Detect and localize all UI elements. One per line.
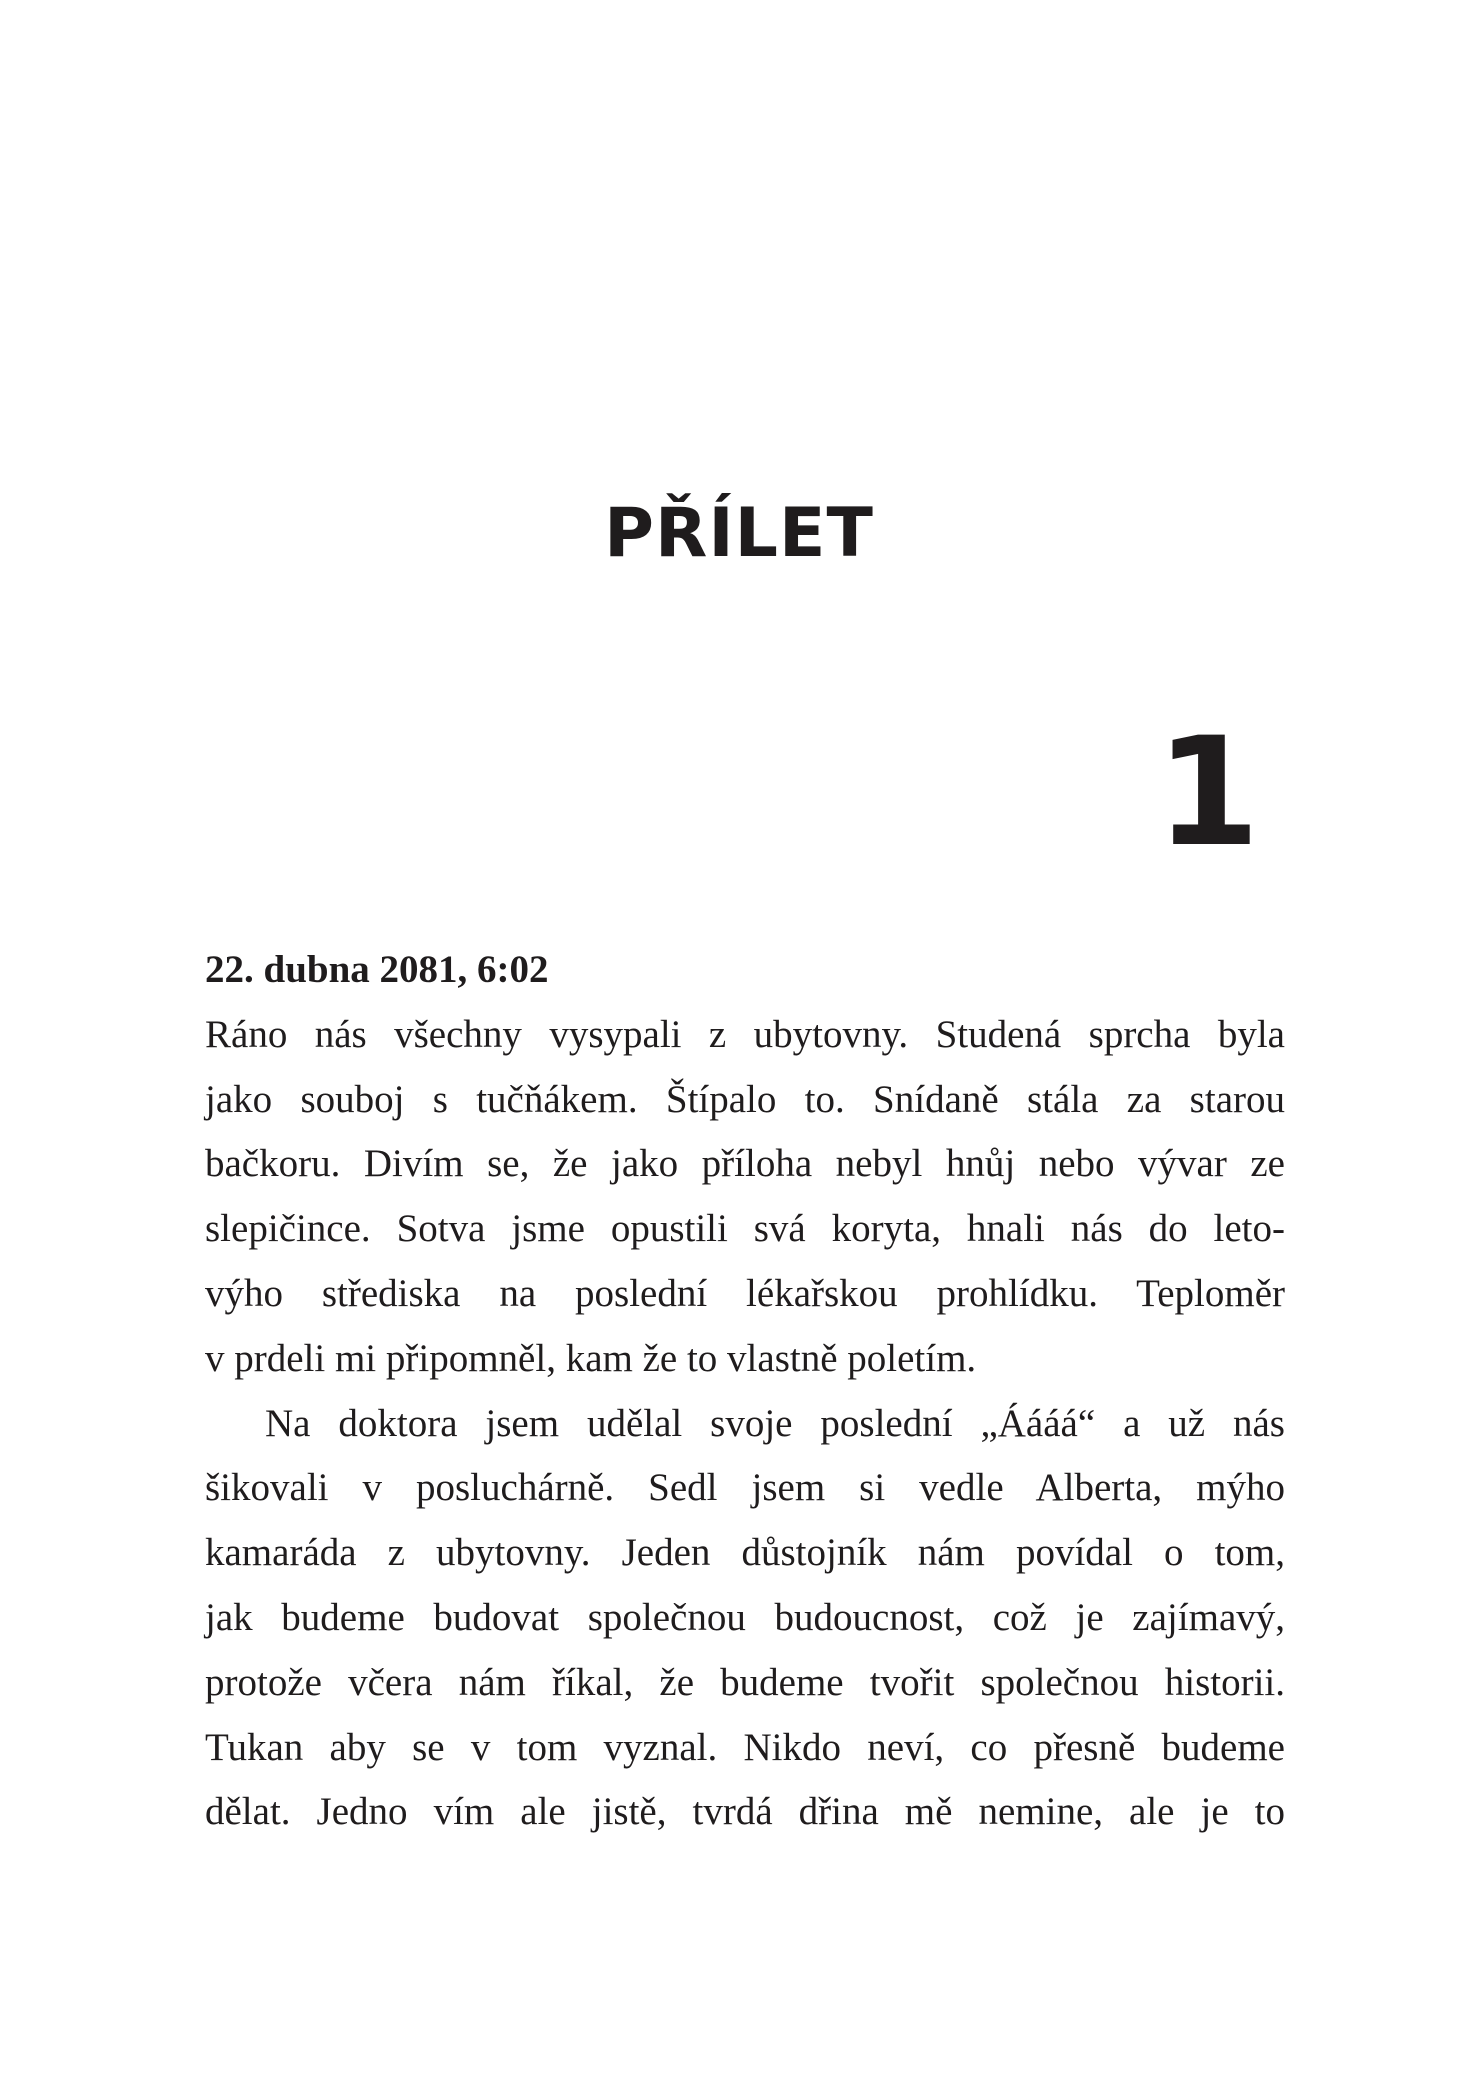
text-line: kamaráda z ubytovny. Jeden důstojník nám povídal o tom, (205, 1531, 1285, 1575)
text-line: jak budeme budovat společnou budoucnost, což je zajímavý, (205, 1595, 1285, 1639)
text-line: šikovali v posluchárně. Sedl jsem si vedle Alberta, mýho (205, 1466, 1285, 1510)
chapter-number: 1 (1155, 706, 1260, 880)
chapter-body (205, 938, 1285, 1845)
text-line: bačkoru. Divím se, že jako příloha nebyl hnůj nebo vývar ze (205, 1142, 1285, 1186)
paragraph (205, 1392, 1285, 1846)
text-line: dělat. Jedno vím ale jistě, tvrdá dřina mě nemine, ale je to (205, 1790, 1285, 1834)
part-title: PŘÍLET (604, 494, 874, 573)
text-line: Tukan aby se v tom vyznal. Nikdo neví, co přesně budeme (205, 1725, 1285, 1769)
text-line: výho střediska na poslední lékařskou prohlídku. Teploměr (205, 1271, 1285, 1315)
text-line: protože včera nám říkal, že budeme tvořit společnou historii. (205, 1660, 1285, 1704)
text-line: v prdeli mi připomněl, kam že to vlastně poletím. (205, 1336, 977, 1380)
dateline: 22. dubna 2081, 6:02 (205, 948, 549, 991)
text-line: Na doktora jsem udělal svoje poslední „Áááá“ a už nás (265, 1401, 1285, 1445)
paragraph (205, 1003, 1285, 1392)
text-line: jako souboj s tučňákem. Štípalo to. Snídaně stála za starou (205, 1077, 1285, 1121)
text-line: Ráno nás všechny vysypali z ubytovny. Studená sprcha byla (205, 1012, 1285, 1056)
text-line: slepičince. Sotva jsme opustili svá koryta, hnali nás do leto- (205, 1207, 1285, 1251)
